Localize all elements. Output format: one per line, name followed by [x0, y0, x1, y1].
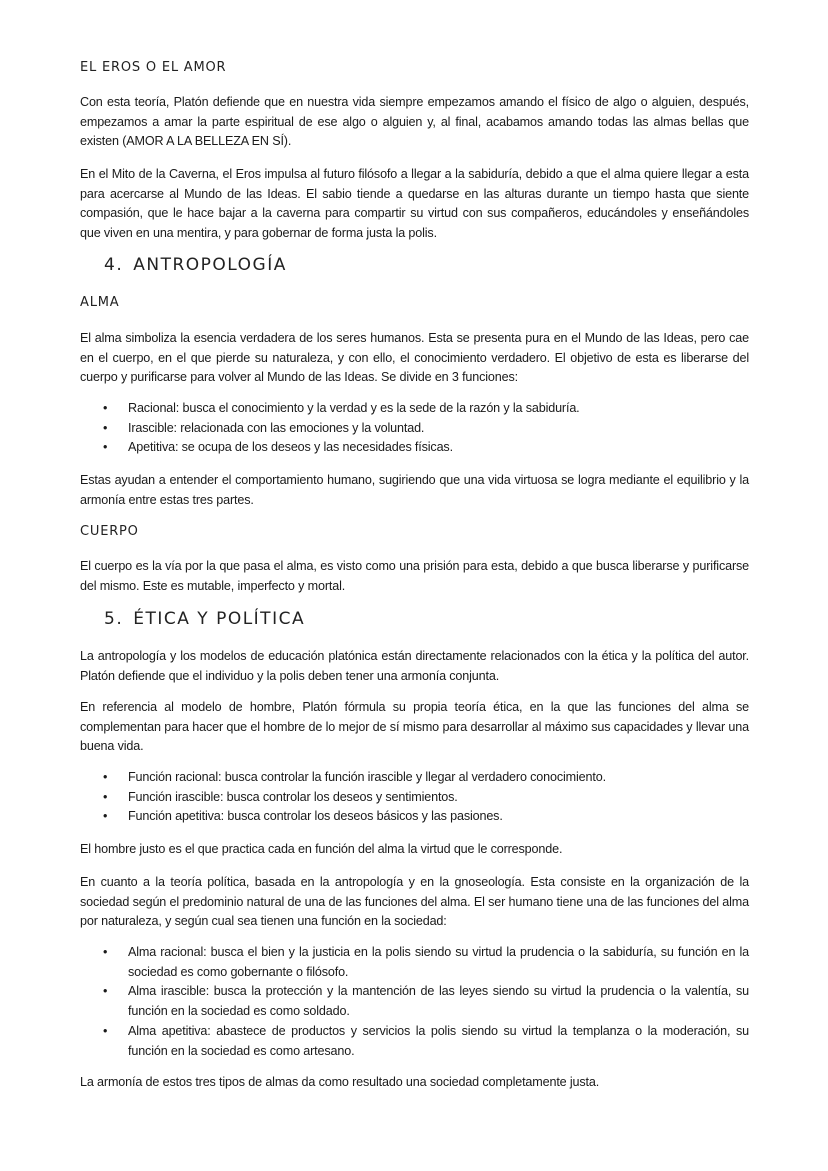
paragraph-eros-2: En el Mito de la Caverna, el Eros impulsa al futuro filósofo a llegar a la sabiduría, debido a que el alma quiere llegar a esta para acercarse al Mundo de las Ideas. El sabio tiende a quedarse en las alturas durante un tiempo hasta que siente compasión, que le hace bajar a la caverna para compartir su virtud con sus compañeros, educándoles y enseñándoles que viven en una mentira, y para gobernar de forma justa la polis.	[80, 167, 749, 241]
paragraph-etica-3: El hombre justo es el que practica cada en función del alma la virtud que le corresponde.	[80, 842, 563, 856]
paragraph-etica-2: En referencia al modelo de hombre, Platón fórmula su propia teoría ética, en la que las funciones del alma se complementan para hacer que el hombre de lo mejor de sí mismo para desarrollar al máximo sus capacidades y llevar una buena vida.	[80, 700, 749, 754]
list-item	[80, 788, 749, 808]
list-item-text: Irascible: relacionada con las emociones y la voluntad.	[128, 420, 425, 435]
section-number: 4.	[104, 255, 124, 275]
bullet-icon: •	[103, 401, 108, 415]
list-item-text: Alma irascible: busca la protección y la mantención de las leyes siendo su virtud la prudencia o la valentía, su función en la sociedad es como soldado.	[128, 984, 749, 1019]
bullet-icon: •	[103, 809, 108, 824]
heading-alma: ALMA	[80, 295, 120, 310]
list-alma-funciones	[80, 399, 749, 458]
heading-cuerpo: CUERPO	[80, 524, 139, 539]
list-item	[80, 438, 749, 458]
list-item	[80, 399, 749, 419]
bullet-icon: •	[103, 789, 108, 804]
paragraph-alma-2: Estas ayudan a entender el comportamiento humano, sugiriendo que una vida virtuosa se logra mediante el equilibrio y la armonía entre estas tres partes.	[80, 473, 749, 507]
paragraph-etica-5: La armonía de estos tres tipos de almas da como resultado una sociedad completamente justa.	[80, 1075, 600, 1089]
list-item-text: Apetitiva: se ocupa de los deseos y las necesidades físicas.	[128, 440, 453, 455]
list-item-text: Función irascible: busca controlar los deseos y sentimientos.	[128, 789, 458, 804]
heading-eros: EL EROS O EL AMOR	[80, 60, 227, 75]
list-item	[80, 943, 749, 982]
bullet-icon: •	[103, 984, 108, 999]
list-almas-sociedad	[80, 943, 749, 1061]
list-item	[80, 807, 749, 827]
list-item-text: Alma racional: busca el bien y la justicia en la polis siendo su virtud la prudencia o la sabiduría, su función en la sociedad es como gobernante o filósofo.	[128, 945, 749, 979]
section-heading-antropologia	[104, 255, 287, 275]
section-title: ÉTICA Y POLÍTICA	[133, 609, 306, 629]
section-title: ANTROPOLOGÍA	[133, 255, 287, 275]
paragraph-eros-1: Con esta teoría, Platón defiende que en nuestra vida siempre empezamos amando el físico de algo o alguien, después, empezamos a amar la parte espiritual de ese algo o alguien y, al final, acabamos amando todas las almas bellas que existen (AMOR A LA BELLEZA EN SÍ).	[80, 95, 749, 149]
bullet-icon: •	[103, 945, 108, 959]
paragraph-etica-4: En cuanto a la teoría política, basada en la antropología y en la gnoseología. Esta consiste en la organización de la sociedad según el predominio natural de una de las funciones del alma. El ser humano tiene una de las funciones del alma por naturaleza, y según cual sea tienen una función en la sociedad:	[80, 875, 749, 929]
list-item-text: Alma apetitiva: abastece de productos y servicios la polis siendo su virtud la templanza o la moderación, su función en la sociedad es como artesano.	[128, 1023, 749, 1058]
list-item	[80, 419, 749, 439]
list-item	[80, 768, 749, 788]
paragraph-alma-1: El alma simboliza la esencia verdadera de los seres humanos. Esta se presenta pura en el Mundo de las Ideas, pero cae en el cuerpo, en el que pierde su naturaleza, y con ello, el conocimiento verdadero. El objetivo de esta es liberarse del cuerpo y purificarse para volver al Mundo de las Ideas. Se divide en 3 funciones:	[80, 331, 749, 385]
list-item	[80, 982, 749, 1021]
bullet-icon: •	[103, 1023, 108, 1038]
list-item-text: Función racional: busca controlar la función irascible y llegar al verdadero conocimiento.	[128, 770, 606, 784]
list-item-text: Función apetitiva: busca controlar los deseos básicos y las pasiones.	[128, 809, 503, 824]
list-item-text: Racional: busca el conocimiento y la verdad y es la sede de la razón y la sabiduría.	[128, 401, 580, 415]
bullet-icon: •	[103, 440, 108, 455]
list-item	[80, 1022, 749, 1061]
section-number: 5.	[104, 609, 124, 629]
list-funciones-eticas	[80, 768, 749, 827]
section-heading-etica	[104, 609, 305, 629]
bullet-icon: •	[103, 770, 108, 784]
paragraph-etica-1: La antropología y los modelos de educación platónica están directamente relacionados con la ética y la política del autor. Platón defiende que el individuo y la polis deben tener una armonía conjunta.	[80, 649, 749, 683]
paragraph-cuerpo: El cuerpo es la vía por la que pasa el alma, es visto como una prisión para esta, debido a que busca liberarse y purificarse del mismo. Este es mutable, imperfecto y mortal.	[80, 559, 749, 593]
bullet-icon: •	[103, 420, 108, 435]
